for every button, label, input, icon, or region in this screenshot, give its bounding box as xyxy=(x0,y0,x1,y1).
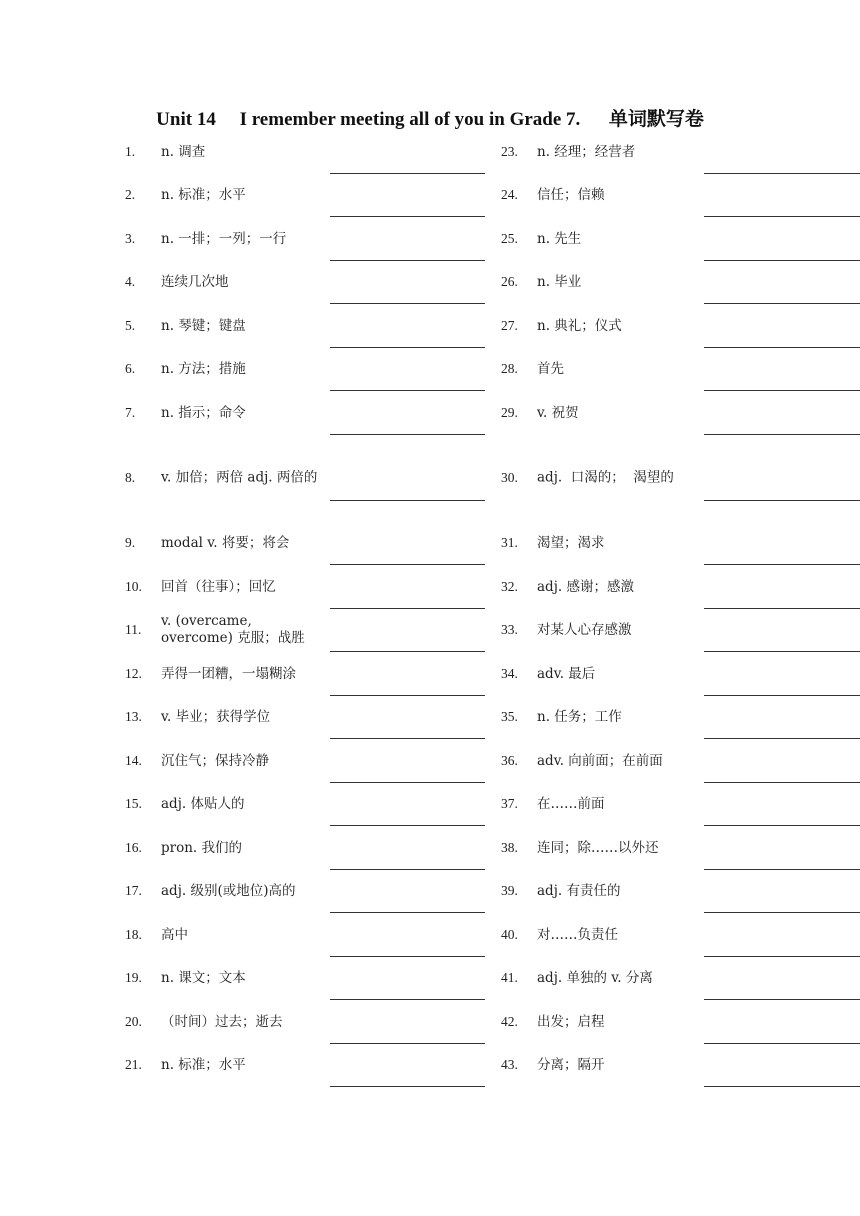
vocab-item-33 xyxy=(480,609,860,653)
item-number: 32. xyxy=(501,578,518,594)
item-number: 26. xyxy=(501,274,518,290)
item-number: 33. xyxy=(501,622,518,638)
item-number: 14. xyxy=(125,752,142,768)
item-definition: n. 调查 xyxy=(161,143,206,160)
left-column xyxy=(0,130,500,1087)
vocab-item-14 xyxy=(0,739,500,783)
vocab-item-8 xyxy=(0,435,500,522)
item-number: 25. xyxy=(501,230,518,246)
item-definition: 出发；启程 xyxy=(537,1013,605,1030)
answer-blank[interactable] xyxy=(704,499,860,501)
vocab-item-36 xyxy=(480,739,860,783)
vocab-item-2 xyxy=(0,174,500,218)
item-definition: n. 一排；一列；一行 xyxy=(161,230,287,247)
item-number: 19. xyxy=(125,970,142,986)
vocab-item-16 xyxy=(0,826,500,870)
item-definition: adv. 最后 xyxy=(537,665,596,682)
vocab-item-43 xyxy=(480,1044,860,1088)
item-definition: adj. 体贴人的 xyxy=(161,796,245,813)
item-number: 27. xyxy=(501,317,518,333)
vocab-item-28 xyxy=(480,348,860,392)
item-number: 13. xyxy=(125,709,142,725)
item-definition: pron. 我们的 xyxy=(161,839,242,856)
vocab-item-24 xyxy=(480,174,860,218)
vocab-item-41 xyxy=(480,957,860,1001)
vocab-item-18 xyxy=(0,913,500,957)
item-definition: n. 标准；水平 xyxy=(161,1057,246,1074)
item-number: 18. xyxy=(125,926,142,942)
item-number: 3. xyxy=(125,230,136,246)
vocab-item-40 xyxy=(480,913,860,957)
item-definition: v. 加倍；两倍 adj. 两倍的 xyxy=(161,469,318,486)
item-definition: n. 课文；文本 xyxy=(161,970,246,987)
item-definition: n. 经理；经营者 xyxy=(537,143,636,160)
answer-blank[interactable] xyxy=(330,1085,485,1087)
vocab-item-38 xyxy=(480,826,860,870)
item-definition: 沉住气；保持冷静 xyxy=(161,752,269,769)
vocab-item-12 xyxy=(0,652,500,696)
vocab-item-30 xyxy=(480,435,860,522)
right-column xyxy=(480,130,860,1087)
vocab-item-26 xyxy=(480,261,860,305)
item-number: 30. xyxy=(501,470,518,485)
item-definition: adj. 单独的 v. 分离 xyxy=(537,970,653,987)
vocab-item-39 xyxy=(480,870,860,914)
title-sentence: I remember meeting all of you in Grade 7. xyxy=(239,109,581,130)
item-number: 2. xyxy=(125,187,136,203)
item-number: 41. xyxy=(501,970,518,986)
item-definition: adj. 有责任的 xyxy=(537,883,621,900)
item-definition: n. 标准；水平 xyxy=(161,187,246,204)
vocab-item-6 xyxy=(0,348,500,392)
vocab-item-21 xyxy=(0,1044,500,1088)
vocab-item-4 xyxy=(0,261,500,305)
item-definition: adv. 向前面；在前面 xyxy=(537,752,663,769)
item-definition: v. 毕业；获得学位 xyxy=(161,709,271,726)
item-number: 8. xyxy=(125,470,136,485)
item-definition: n. 琴键；键盘 xyxy=(161,317,246,334)
item-number: 20. xyxy=(125,1013,142,1029)
vocab-item-35 xyxy=(480,696,860,740)
answer-blank[interactable] xyxy=(704,1085,860,1087)
title-unit: Unit 14 xyxy=(156,109,216,130)
item-number: 35. xyxy=(501,709,518,725)
item-definition: 在……前面 xyxy=(537,796,605,813)
vocab-item-17 xyxy=(0,870,500,914)
item-definition: 对某人心存感激 xyxy=(537,622,632,639)
item-number: 6. xyxy=(125,361,136,377)
vocab-item-15 xyxy=(0,783,500,827)
item-definition: v. (overcame, overcome) 克服；战胜 xyxy=(161,613,305,647)
worksheet-title xyxy=(0,104,860,131)
item-number: 29. xyxy=(501,404,518,420)
item-number: 23. xyxy=(501,143,518,159)
item-number: 36. xyxy=(501,752,518,768)
vocab-item-25 xyxy=(480,217,860,261)
item-definition: n. 指示；命令 xyxy=(161,404,246,421)
item-number: 10. xyxy=(125,578,142,594)
item-definition: 首先 xyxy=(537,361,564,378)
item-definition: adj. 感谢；感激 xyxy=(537,578,634,595)
answer-blank[interactable] xyxy=(330,499,485,501)
item-number: 4. xyxy=(125,274,136,290)
item-definition: n. 方法；措施 xyxy=(161,361,246,378)
item-number: 34. xyxy=(501,665,518,681)
item-number: 40. xyxy=(501,926,518,942)
vocab-item-1 xyxy=(0,130,500,174)
item-number: 12. xyxy=(125,665,142,681)
vocab-item-7 xyxy=(0,391,500,435)
item-number: 7. xyxy=(125,404,136,420)
item-definition: 连续几次地 xyxy=(161,274,229,291)
vocab-item-42 xyxy=(480,1000,860,1044)
title-suffix: 单词默写卷 xyxy=(608,109,704,130)
item-number: 43. xyxy=(501,1057,518,1073)
vocab-item-13 xyxy=(0,696,500,740)
vocab-item-3 xyxy=(0,217,500,261)
vocab-item-20 xyxy=(0,1000,500,1044)
item-definition: 渴望；渴求 xyxy=(537,535,605,552)
item-definition: n. 先生 xyxy=(537,230,582,247)
vocab-item-9 xyxy=(0,522,500,566)
item-definition: 连同；除……以外还 xyxy=(537,839,659,856)
vocab-item-31 xyxy=(480,522,860,566)
item-number: 31. xyxy=(501,535,518,551)
item-definition: adj. 级别(或地位)高的 xyxy=(161,883,296,900)
vocab-item-37 xyxy=(480,783,860,827)
item-definition: 信任；信赖 xyxy=(537,187,605,204)
vocab-item-23 xyxy=(480,130,860,174)
item-number: 42. xyxy=(501,1013,518,1029)
item-definition: 对……负责任 xyxy=(537,926,618,943)
item-number: 16. xyxy=(125,839,142,855)
vocab-item-5 xyxy=(0,304,500,348)
item-number: 17. xyxy=(125,883,142,899)
item-definition: adj. 口渴的； 渴望的 xyxy=(537,469,674,486)
item-number: 15. xyxy=(125,796,142,812)
item-number: 39. xyxy=(501,883,518,899)
item-definition: n. 毕业 xyxy=(537,274,582,291)
item-definition: 高中 xyxy=(161,926,188,943)
item-number: 28. xyxy=(501,361,518,377)
item-definition: 分离；隔开 xyxy=(537,1057,605,1074)
item-definition: n. 典礼；仪式 xyxy=(537,317,622,334)
item-number: 38. xyxy=(501,839,518,855)
vocab-item-34 xyxy=(480,652,860,696)
item-number: 9. xyxy=(125,535,136,551)
item-number: 21. xyxy=(125,1057,142,1073)
vocab-item-10 xyxy=(0,565,500,609)
vocab-item-29 xyxy=(480,391,860,435)
item-definition: 弄得一团糟，一塌糊涂 xyxy=(161,665,296,682)
vocab-item-11 xyxy=(0,609,500,653)
vocab-item-27 xyxy=(480,304,860,348)
item-number: 37. xyxy=(501,796,518,812)
item-definition: n. 任务；工作 xyxy=(537,709,622,726)
item-number: 11. xyxy=(125,622,142,638)
item-definition: （时间）过去；逝去 xyxy=(161,1013,283,1030)
item-number: 1. xyxy=(125,143,136,159)
item-number: 24. xyxy=(501,187,518,203)
vocab-item-19 xyxy=(0,957,500,1001)
item-definition: modal v. 将要；将会 xyxy=(161,535,290,552)
item-number: 5. xyxy=(125,317,136,333)
vocab-item-32 xyxy=(480,565,860,609)
item-definition: v. 祝贺 xyxy=(537,404,579,421)
item-definition: 回首（往事）；回忆 xyxy=(161,578,276,595)
